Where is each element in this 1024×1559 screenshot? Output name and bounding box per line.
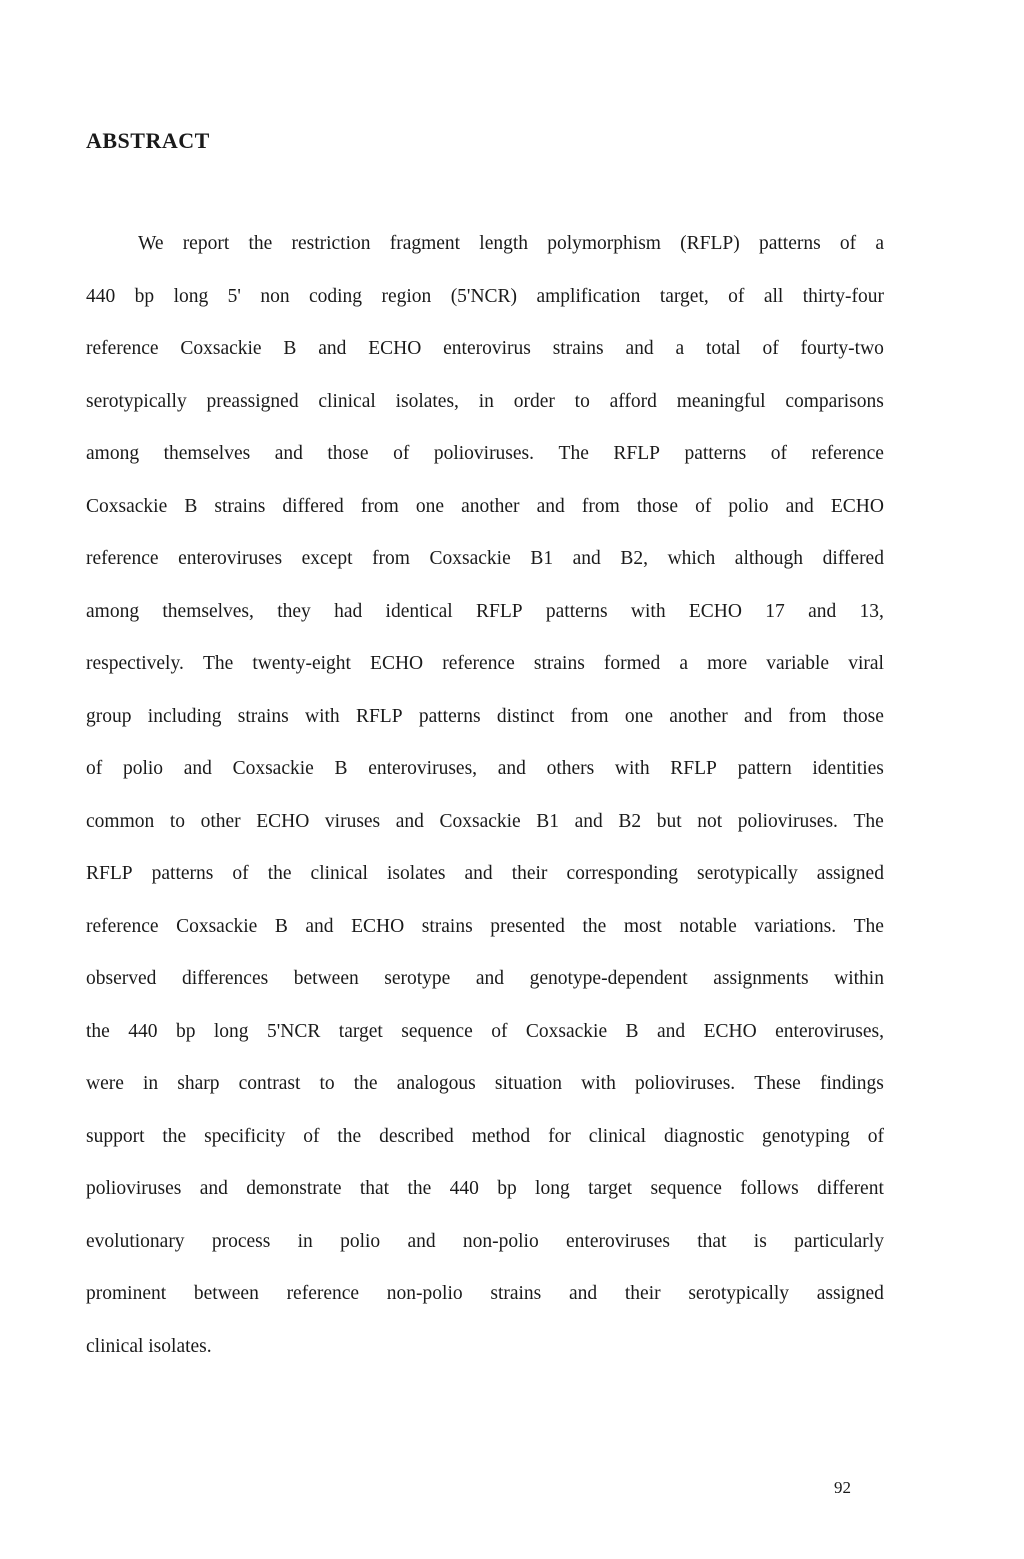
abstract-line: respectively. The twenty-eight ECHO reference strains formed a more variable viral [86, 653, 884, 674]
abstract-body [86, 225, 884, 1380]
abstract-line: prominent between reference non-polio strains and their serotypically assigned [86, 1283, 884, 1304]
abstract-line: support the specificity of the described method for clinical diagnostic genotyping of [86, 1125, 884, 1147]
abstract-line: polioviruses and demonstrate that the 440 bp long target sequence follows different [86, 1178, 884, 1199]
abstract-line: serotypically preassigned clinical isolates, in order to afford meaningful comparisons [86, 390, 884, 412]
abstract-line: among themselves and those of polioviruses. The RFLP patterns of reference [86, 443, 884, 464]
abstract-line: Coxsackie B strains differed from one another and from those of polio and ECHO [86, 495, 884, 517]
abstract-line: RFLP patterns of the clinical isolates and their corresponding serotypically assigned [86, 863, 884, 884]
abstract-line: the 440 bp long 5'NCR target sequence of Coxsackie B and ECHO enteroviruses, [86, 1020, 884, 1042]
abstract-line: evolutionary process in polio and non-polio enteroviruses that is particularly [86, 1230, 884, 1252]
abstract-line: We report the restriction fragment length polymorphism (RFLP) patterns of a [138, 233, 884, 254]
abstract-line: common to other ECHO viruses and Coxsackie B1 and B2 but not polioviruses. The [86, 810, 884, 832]
abstract-line: were in sharp contrast to the analogous situation with polioviruses. These findings [86, 1073, 884, 1094]
abstract-line: reference enteroviruses except from Coxsackie B1 and B2, which although differed [86, 548, 884, 569]
abstract-line: observed differences between serotype and genotype-dependent assignments within [86, 968, 884, 989]
abstract-line: group including strains with RFLP patterns distinct from one another and from those [86, 705, 884, 727]
abstract-line: of polio and Coxsackie B enteroviruses, and others with RFLP pattern identities [86, 758, 884, 779]
abstract-line: reference Coxsackie B and ECHO strains presented the most notable variations. The [86, 915, 884, 937]
abstract-line: 440 bp long 5' non coding region (5'NCR) amplification target, of all thirty-four [86, 285, 884, 307]
abstract-line: reference Coxsackie B and ECHO enterovirus strains and a total of fourty-two [86, 338, 884, 359]
abstract-line: among themselves, they had identical RFLP patterns with ECHO 17 and 13, [86, 600, 884, 622]
page-number: 92 [834, 1478, 851, 1497]
abstract-heading: ABSTRACT [86, 128, 210, 153]
abstract-line: clinical isolates. [86, 1335, 212, 1357]
